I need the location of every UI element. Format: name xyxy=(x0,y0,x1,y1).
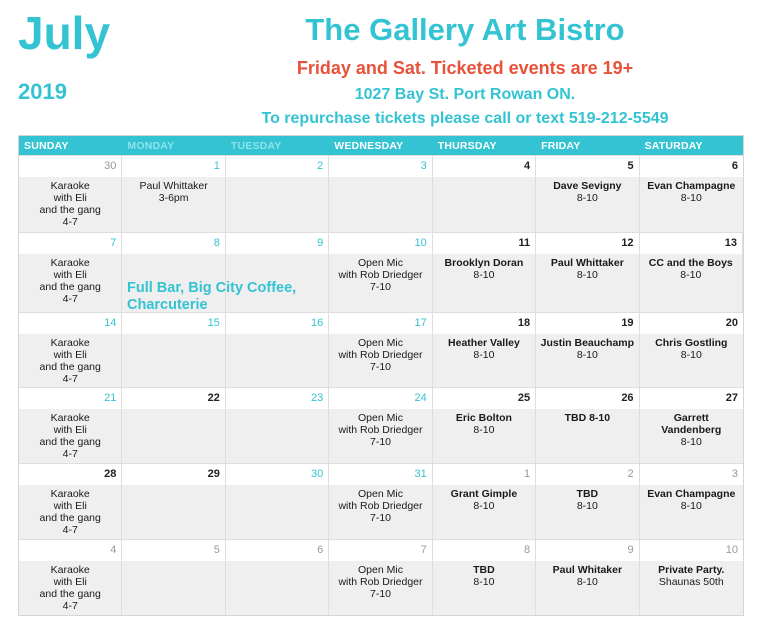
day-events xyxy=(640,485,743,539)
calendar-day-cell xyxy=(329,312,432,388)
day-number: 31 xyxy=(329,464,431,485)
calendar-grid xyxy=(18,135,744,616)
calendar-week-row xyxy=(19,539,743,615)
day-events xyxy=(226,334,328,388)
day-header-friday: FRIDAY xyxy=(541,140,581,152)
calendar-day-cell xyxy=(433,539,536,615)
event-text: 8-10 xyxy=(576,500,598,512)
day-header-sunday: SUNDAY xyxy=(24,140,69,152)
calendar-day-cell xyxy=(122,539,225,615)
calendar-day-cell xyxy=(19,463,122,539)
day-number: 30 xyxy=(226,464,328,485)
event-text: Private Party. xyxy=(658,564,725,576)
day-events xyxy=(122,177,224,232)
event-text: 8-10 xyxy=(473,424,495,436)
event-text: 8-10 xyxy=(680,269,702,281)
day-header-tuesday: TUESDAY xyxy=(230,140,282,152)
calendar-week-row xyxy=(19,312,743,387)
day-number: 28 xyxy=(19,464,121,485)
day-events xyxy=(329,485,431,539)
venue-title: The Gallery Art Bistro xyxy=(305,12,625,47)
day-number: 4 xyxy=(433,156,535,177)
calendar-day-cell xyxy=(329,387,432,463)
event-text: 8-10 xyxy=(473,500,495,512)
event-text: TBD 8-10 xyxy=(564,412,611,424)
event-text: and the gang xyxy=(39,281,101,293)
calendar-day-cell xyxy=(19,539,122,615)
day-number: 11 xyxy=(433,233,535,254)
event-text: Open Mic xyxy=(358,488,403,500)
event-text: 8-10 xyxy=(680,500,702,512)
day-header-monday: MONDAY xyxy=(127,140,175,152)
event-text: 8-10 xyxy=(680,349,702,361)
event-text: 7-10 xyxy=(369,281,391,293)
event-text: with Rob Driedger xyxy=(338,500,423,512)
day-number: 10 xyxy=(640,540,743,561)
day-events xyxy=(433,485,535,539)
day-events xyxy=(19,561,121,615)
event-text: 7-10 xyxy=(369,512,391,524)
day-events xyxy=(329,254,431,312)
day-number: 21 xyxy=(19,388,121,409)
month-title: July xyxy=(18,7,111,59)
event-text: Open Mic xyxy=(358,337,403,349)
day-number: 17 xyxy=(329,313,431,334)
venue-address: 1027 Bay St. Port Rowan ON. xyxy=(354,86,576,103)
day-events xyxy=(536,334,638,388)
day-events xyxy=(536,485,638,539)
event-text: and the gang xyxy=(39,436,101,448)
day-events xyxy=(433,334,535,388)
day-number: 5 xyxy=(536,156,638,177)
calendar-day-cell xyxy=(536,539,639,615)
day-events xyxy=(19,334,121,388)
event-text: 4-7 xyxy=(62,293,78,305)
day-number: 22 xyxy=(122,388,224,409)
day-events xyxy=(433,409,535,463)
day-number: 18 xyxy=(433,313,535,334)
event-text: with Eli xyxy=(53,269,87,281)
calendar-day-cell xyxy=(122,155,225,232)
day-number: 14 xyxy=(19,313,121,334)
event-text: 4-7 xyxy=(62,448,78,460)
event-text: with Eli xyxy=(53,192,87,204)
event-text: Shaunas 50th xyxy=(658,576,724,588)
calendar-day-cell xyxy=(433,232,536,312)
day-events xyxy=(329,334,431,388)
event-text: 8-10 xyxy=(473,576,495,588)
day-number: 26 xyxy=(536,388,638,409)
event-text: 8-10 xyxy=(576,192,598,204)
day-number: 1 xyxy=(122,156,224,177)
event-text: with Eli xyxy=(53,500,87,512)
event-text: 8-10 xyxy=(576,349,598,361)
calendar-week-row xyxy=(19,463,743,539)
event-text: CC and the Boys xyxy=(648,257,733,269)
event-text: 8-10 xyxy=(473,349,495,361)
day-events xyxy=(226,409,328,463)
calendar-day-cell xyxy=(122,463,225,539)
calendar-day-cell xyxy=(536,387,639,463)
event-text: 8-10 xyxy=(680,436,702,448)
day-events xyxy=(122,485,224,539)
event-text: Karaoke xyxy=(50,412,90,424)
day-events xyxy=(640,409,743,463)
event-text: Eric Bolton xyxy=(455,412,512,424)
calendar-day-cell xyxy=(433,463,536,539)
day-number: 10 xyxy=(329,233,431,254)
calendar-week-row xyxy=(19,387,743,463)
event-text: and the gang xyxy=(39,204,101,216)
event-text: TBD xyxy=(576,488,599,500)
day-events xyxy=(640,561,743,615)
day-number: 6 xyxy=(226,540,328,561)
day-events xyxy=(19,409,121,463)
day-events xyxy=(536,409,638,463)
calendar-day-cell xyxy=(536,155,639,232)
day-number: 1 xyxy=(433,464,535,485)
event-text: Karaoke xyxy=(50,488,90,500)
day-header-row xyxy=(19,136,743,155)
calendar-day-cell xyxy=(19,312,122,388)
event-text: Open Mic xyxy=(358,564,403,576)
calendar-day-cell xyxy=(226,155,329,232)
day-events xyxy=(329,561,431,615)
day-events xyxy=(536,561,638,615)
event-text: Karaoke xyxy=(50,564,90,576)
event-text: 7-10 xyxy=(369,436,391,448)
day-number: 7 xyxy=(329,540,431,561)
day-header-wednesday: WEDNESDAY xyxy=(334,140,404,152)
calendar-day-cell xyxy=(19,387,122,463)
day-number: 30 xyxy=(19,156,121,177)
event-text: Brooklyn Doran xyxy=(444,257,524,269)
event-text: Dave Sevigny xyxy=(553,180,622,192)
calendar-day-cell xyxy=(640,387,743,463)
calendar-day-cell xyxy=(433,312,536,388)
day-number: 12 xyxy=(536,233,638,254)
event-text: with Eli xyxy=(53,576,87,588)
event-text: 8-10 xyxy=(576,269,598,281)
calendar-week-row xyxy=(19,232,743,312)
calendar-day-cell xyxy=(329,155,432,232)
event-text: 7-10 xyxy=(369,588,391,600)
day-number: 6 xyxy=(640,156,743,177)
event-text: 8-10 xyxy=(680,192,702,204)
calendar-day-cell xyxy=(536,312,639,388)
day-number: 4 xyxy=(19,540,121,561)
day-number: 7 xyxy=(19,233,121,254)
day-events xyxy=(329,409,431,463)
day-number: 23 xyxy=(226,388,328,409)
calendar-day-cell xyxy=(640,155,743,232)
day-number: 8 xyxy=(433,540,535,561)
calendar-weeks xyxy=(19,155,743,615)
event-text: 3-6pm xyxy=(158,192,189,204)
day-number: 16 xyxy=(226,313,328,334)
day-events xyxy=(226,561,328,615)
event-text: with Rob Driedger xyxy=(338,424,423,436)
day-events xyxy=(640,177,743,232)
event-text: 4-7 xyxy=(62,600,78,612)
day-number: 24 xyxy=(329,388,431,409)
calendar-day-cell xyxy=(19,232,122,312)
day-events xyxy=(122,334,224,388)
event-text: 4-7 xyxy=(62,524,78,536)
event-text: Evan Champagne xyxy=(647,180,736,192)
calendar-day-cell xyxy=(433,155,536,232)
day-events xyxy=(226,177,328,232)
calendar-day-cell xyxy=(329,463,432,539)
day-events xyxy=(19,485,121,539)
day-number: 13 xyxy=(640,233,742,254)
day-number: 9 xyxy=(536,540,638,561)
event-text: with Rob Driedger xyxy=(338,349,423,361)
event-text: Chris Gostling xyxy=(655,337,728,349)
day-events xyxy=(329,177,431,232)
calendar-day-cell xyxy=(536,463,639,539)
event-text: Paul Whittaker xyxy=(139,180,208,192)
day-number: 8 xyxy=(122,233,224,254)
event-text: Open Mic xyxy=(358,412,403,424)
event-text: Grant Gimple xyxy=(450,488,518,500)
day-number: 3 xyxy=(640,464,743,485)
day-events xyxy=(433,177,535,232)
calendar-day-cell xyxy=(226,463,329,539)
year-label: 2019 xyxy=(18,79,67,104)
day-events xyxy=(640,254,742,312)
event-text: Karaoke xyxy=(50,337,90,349)
event-text: and the gang xyxy=(39,588,101,600)
event-text: 8-10 xyxy=(576,576,598,588)
calendar-day-cell xyxy=(19,155,122,232)
day-events xyxy=(640,334,743,388)
age-notice: Friday and Sat. Ticketed events are 19+ xyxy=(296,58,634,78)
event-text: Evan Champagne xyxy=(647,488,736,500)
day-number: 25 xyxy=(433,388,535,409)
day-number: 27 xyxy=(640,388,743,409)
calendar-day-cell xyxy=(536,232,639,312)
day-number: 19 xyxy=(536,313,638,334)
calendar-day-cell xyxy=(226,387,329,463)
amenities-note: Full Bar, Big City Coffee, Charcuterie xyxy=(127,280,297,313)
event-text: Justin Beauchamp xyxy=(540,337,635,349)
event-text: and the gang xyxy=(39,512,101,524)
day-events xyxy=(536,254,638,312)
event-text: 4-7 xyxy=(62,216,78,228)
calendar-day-cell xyxy=(226,312,329,388)
day-events xyxy=(433,254,535,312)
calendar-day-cell xyxy=(640,312,743,388)
event-text: Garrett Vandenberg xyxy=(661,412,722,436)
event-text: 7-10 xyxy=(369,361,391,373)
calendar-day-cell xyxy=(640,539,743,615)
day-header-saturday: SATURDAY xyxy=(644,140,703,152)
ticket-phone-notice: To repurchase tickets please call or text 519-212-5549 xyxy=(261,110,669,127)
calendar-day-cell xyxy=(640,463,743,539)
day-number: 2 xyxy=(226,156,328,177)
event-text: Karaoke xyxy=(50,257,90,269)
calendar-day-cell xyxy=(433,387,536,463)
event-text: TBD xyxy=(473,564,495,576)
event-text: Paul Whitaker xyxy=(552,564,623,576)
event-text: Karaoke xyxy=(50,180,90,192)
day-number: 2 xyxy=(536,464,638,485)
day-header-thursday: THURSDAY xyxy=(437,140,497,152)
event-text: with Rob Driedger xyxy=(338,269,423,281)
day-events xyxy=(19,177,121,232)
day-events xyxy=(122,561,224,615)
event-text: with Eli xyxy=(53,424,87,436)
calendar-week-row xyxy=(19,155,743,232)
event-text: with Eli xyxy=(53,349,87,361)
event-text: 4-7 xyxy=(62,373,78,385)
day-events xyxy=(226,485,328,539)
event-text: Heather Valley xyxy=(448,337,520,349)
day-events xyxy=(19,254,121,312)
day-events xyxy=(433,561,535,615)
day-number: 9 xyxy=(226,233,328,254)
calendar-day-cell xyxy=(122,387,225,463)
day-number: 3 xyxy=(329,156,431,177)
calendar-day-cell xyxy=(640,232,743,312)
event-text: Open Mic xyxy=(358,257,403,269)
day-number: 15 xyxy=(122,313,224,334)
day-events xyxy=(536,177,638,232)
event-text: and the gang xyxy=(39,361,101,373)
day-number: 5 xyxy=(122,540,224,561)
day-events xyxy=(122,409,224,463)
event-text: Paul Whittaker xyxy=(550,257,624,269)
day-number: 29 xyxy=(122,464,224,485)
calendar-day-cell xyxy=(329,232,432,312)
event-text: with Rob Driedger xyxy=(338,576,423,588)
calendar-day-cell xyxy=(226,539,329,615)
day-number: 20 xyxy=(640,313,743,334)
calendar-day-cell xyxy=(122,312,225,388)
event-text: 8-10 xyxy=(473,269,495,281)
calendar-day-cell xyxy=(329,539,432,615)
